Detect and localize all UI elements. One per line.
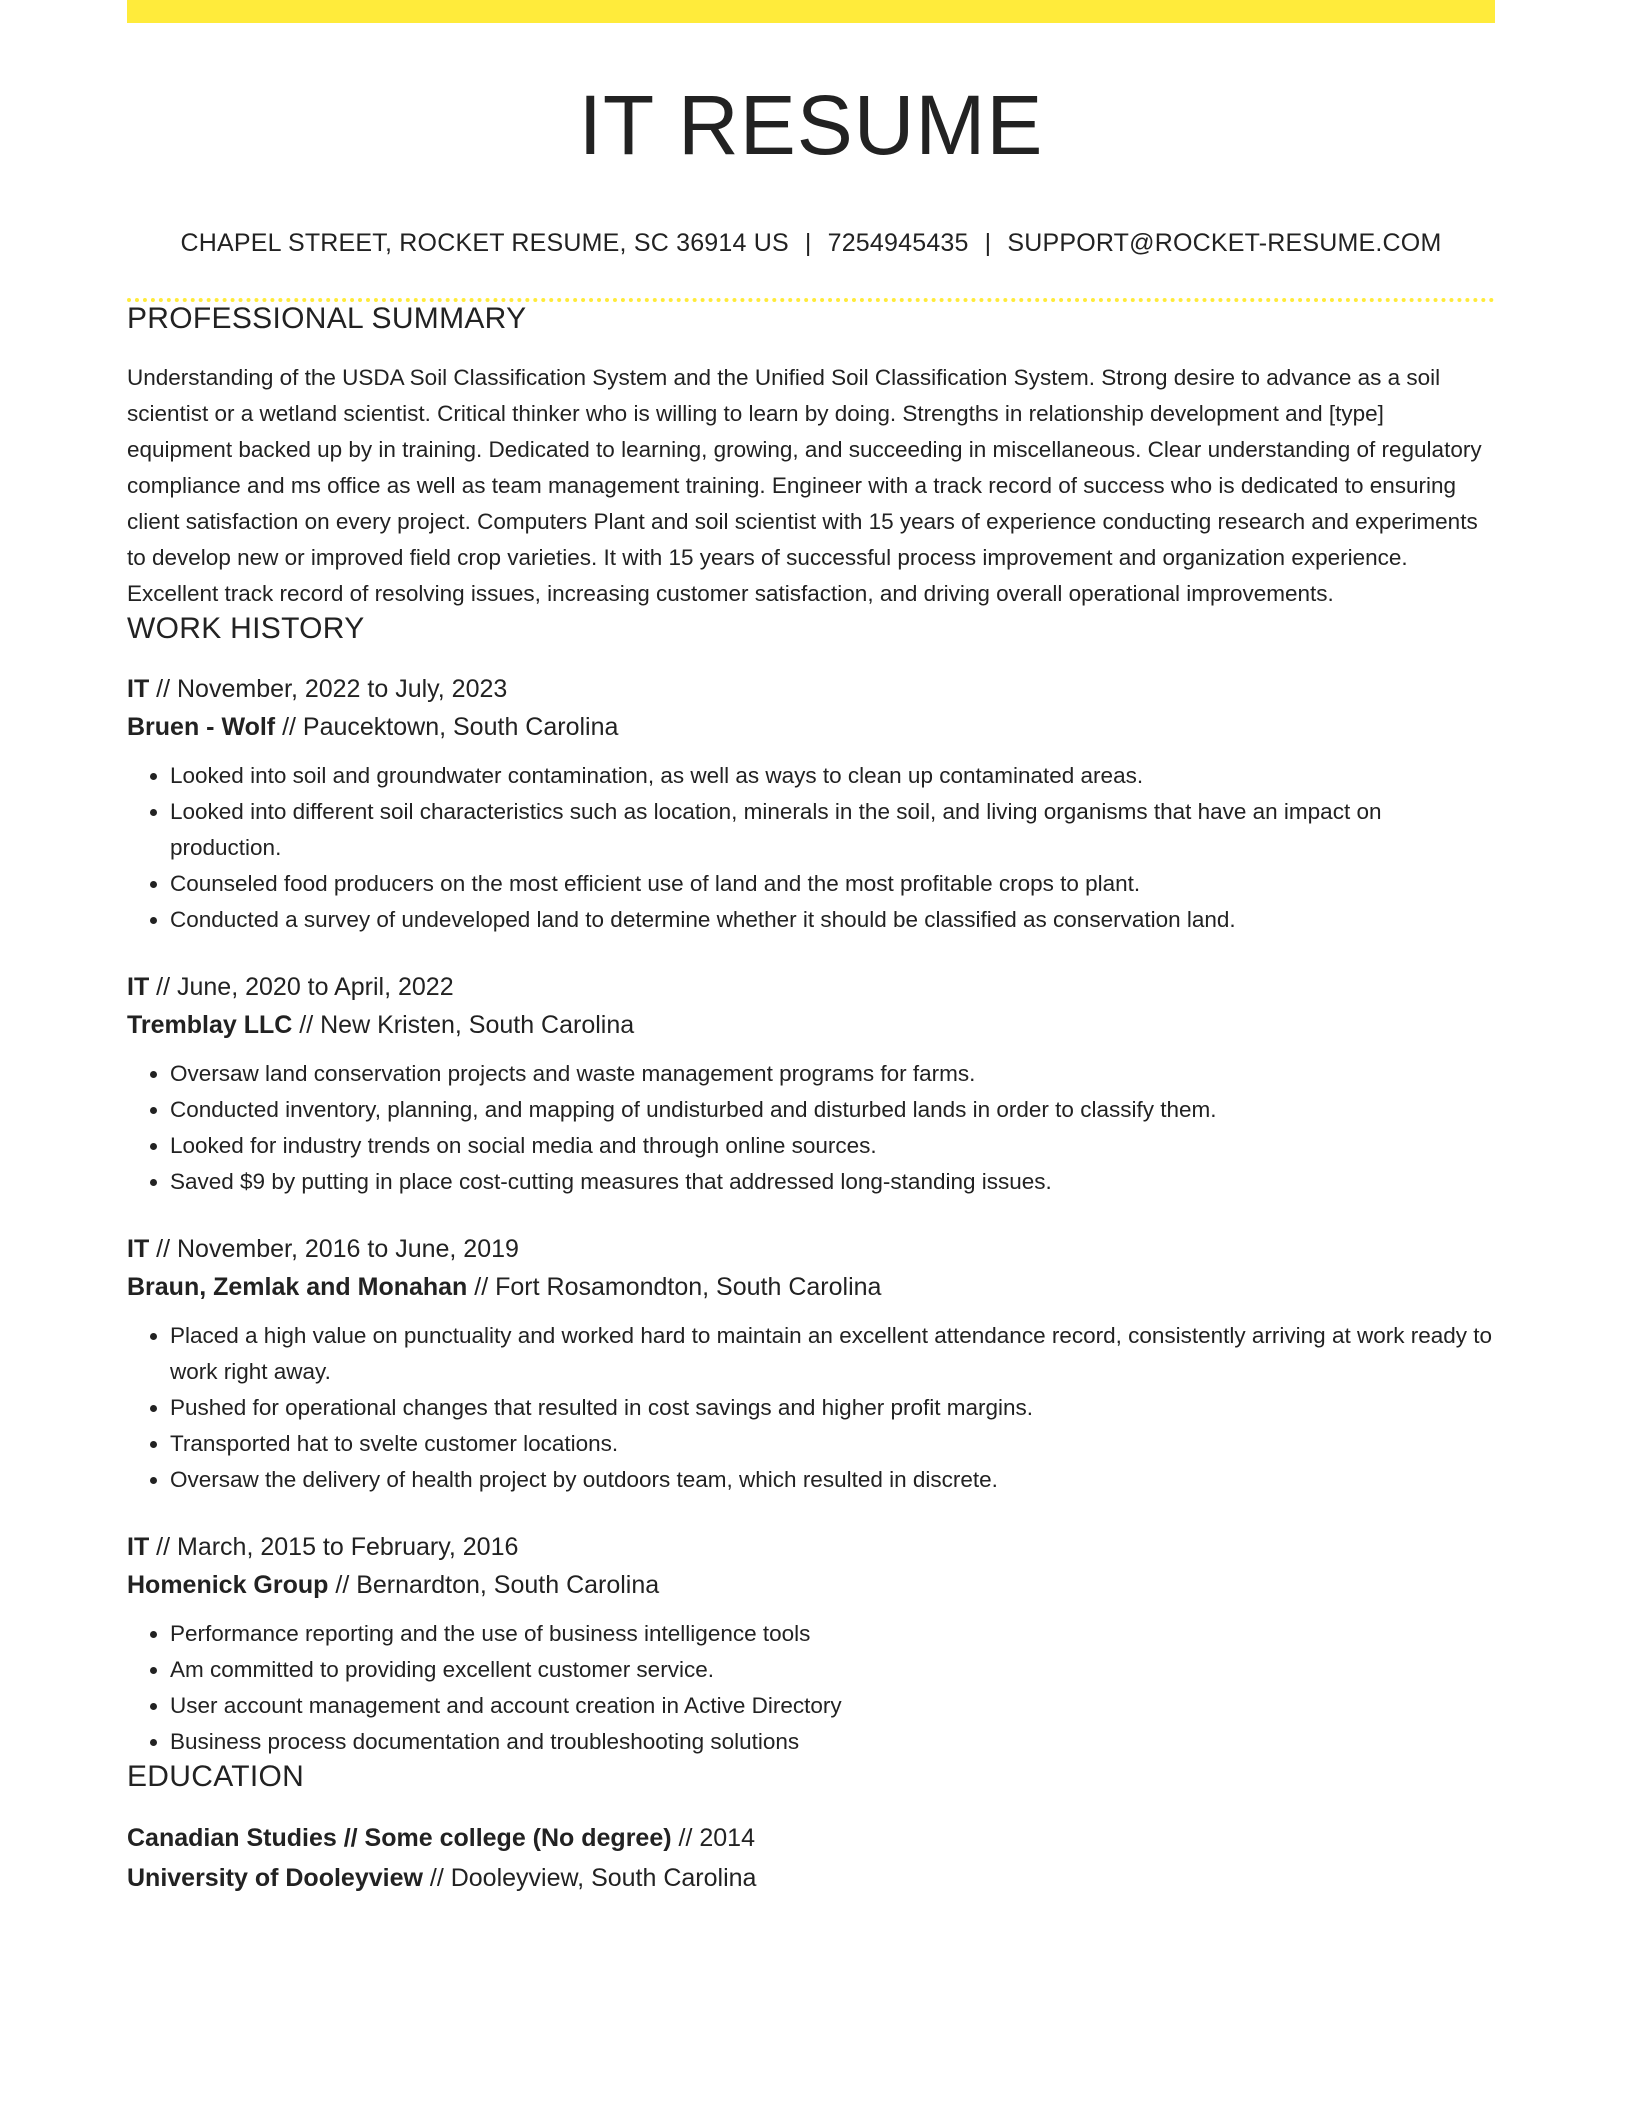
education-year: // 2014 xyxy=(671,1824,755,1852)
job-bullets xyxy=(127,1616,1495,1760)
job-title: IT xyxy=(127,675,150,703)
job-company-line xyxy=(127,708,1495,746)
job-bullets xyxy=(127,1056,1495,1200)
education-heading: EDUCATION xyxy=(127,1760,305,1793)
education-location: // Dooleyview, South Carolina xyxy=(422,1864,757,1892)
job-company-line xyxy=(127,1268,1495,1306)
job-company-line xyxy=(127,1006,1495,1044)
job-company: Homenick Group xyxy=(127,1571,329,1599)
job-title-line xyxy=(127,1230,1495,1268)
job-title: IT xyxy=(127,973,150,1001)
job-bullet: • Oversaw the delivery of health project by outdoors team, which resulted in discrete. xyxy=(170,1462,1495,1498)
resume-page xyxy=(127,0,1495,1898)
job-location: // New Kristen, South Carolina xyxy=(292,1011,635,1039)
job-title: IT xyxy=(127,1533,150,1561)
job-dates: // November, 2022 to July, 2023 xyxy=(149,675,508,703)
education-degree: Canadian Studies // Some college (No degree) xyxy=(127,1824,672,1852)
summary-heading: PROFESSIONAL SUMMARY xyxy=(127,302,527,335)
work-history-list xyxy=(127,670,1495,1760)
job-bullet: • Counseled food producers on the most efficient use of land and the most profitable crops to plant. xyxy=(170,866,1495,902)
job-bullets xyxy=(127,1318,1495,1498)
job-bullet: • Looked for industry trends on social media and through online sources. xyxy=(170,1128,1495,1164)
job-title-line xyxy=(127,968,1495,1006)
job-location: // Bernardton, South Carolina xyxy=(328,1571,660,1599)
job-bullet: • Placed a high value on punctuality and worked hard to maintain an excellent attendance record, consistently arriving at work ready to work right away. xyxy=(170,1318,1495,1390)
job-company-line xyxy=(127,1566,1495,1604)
job-location: // Fort Rosamondton, South Carolina xyxy=(467,1273,882,1301)
contact-address: CHAPEL STREET, ROCKET RESUME, SC 36914 US xyxy=(180,229,789,257)
job-bullet: • Am committed to providing excellent customer service. xyxy=(170,1652,1495,1688)
education-entry xyxy=(127,1818,1495,1898)
work-history-heading: WORK HISTORY xyxy=(127,612,365,645)
job-company: Bruen - Wolf xyxy=(127,713,276,741)
job-title-line xyxy=(127,670,1495,708)
job-entry xyxy=(127,968,1495,1200)
job-bullet: • Oversaw land conservation projects and waste management programs for farms. xyxy=(170,1056,1495,1092)
job-dates: // March, 2015 to February, 2016 xyxy=(149,1533,519,1561)
job-bullets xyxy=(127,758,1495,938)
contact-line xyxy=(127,229,1495,258)
job-bullet: • Looked into different soil characteristics such as location, minerals in the soil, and living organisms that have an impact on production. xyxy=(170,794,1495,866)
contact-phone: 7254945435 xyxy=(827,229,969,257)
education-school-line xyxy=(127,1858,1495,1898)
job-dates: // November, 2016 to June, 2019 xyxy=(149,1235,519,1263)
job-bullet: • Transported hat to svelte customer locations. xyxy=(170,1426,1495,1462)
job-title-line xyxy=(127,1528,1495,1566)
job-company: Braun, Zemlak and Monahan xyxy=(127,1273,468,1301)
summary-text: Understanding of the USDA Soil Classification System and the Unified Soil Classification System. Strong desire to advance as a soil scientist or a wetland scientist. Critical thinker who is willing to learn by doing. Strengths in relationship development and [type] equipment backed up by in training. Dedicated to learning, growing, and succeeding in miscellaneous. Clear understanding of regulatory compliance and ms office as well as team management training. Engineer with a track record of success who is dedicated to ensuring client satisfaction on every project. Computers Plant and soil scientist with 15 years of experience conducting research and experiments to develop new or improved field crop varieties. It with 15 years of successful process improvement and organization experience. Excellent track record of resolving issues, increasing customer satisfaction, and driving overall operational improvements. xyxy=(127,365,1482,606)
contact-email: SUPPORT@ROCKET-RESUME.COM xyxy=(1007,229,1442,257)
job-company: Tremblay LLC xyxy=(127,1011,293,1039)
job-location: // Paucektown, South Carolina xyxy=(275,713,619,741)
contact-separator: | xyxy=(804,229,812,257)
resume-title: IT RESUME xyxy=(578,78,1044,172)
job-bullet: • Conducted a survey of undeveloped land to determine whether it should be classified as conservation land. xyxy=(170,902,1495,938)
job-bullet: • Performance reporting and the use of business intelligence tools xyxy=(170,1616,1495,1652)
job-title: IT xyxy=(127,1235,150,1263)
job-bullet: • Saved $9 by putting in place cost-cutting measures that addressed long-standing issues. xyxy=(170,1164,1495,1200)
job-entry xyxy=(127,1230,1495,1498)
contact-separator: | xyxy=(984,229,992,257)
accent-top-bar xyxy=(127,0,1495,23)
job-entry xyxy=(127,1528,1495,1760)
job-bullet: • Pushed for operational changes that resulted in cost savings and higher profit margins. xyxy=(170,1390,1495,1426)
job-dates: // June, 2020 to April, 2022 xyxy=(149,973,454,1001)
education-degree-line xyxy=(127,1818,1495,1858)
job-entry xyxy=(127,670,1495,938)
job-bullet: • Conducted inventory, planning, and mapping of undisturbed and disturbed lands in order to classify them. xyxy=(170,1092,1495,1128)
education-school: University of Dooleyview xyxy=(127,1864,423,1892)
job-bullet: • Business process documentation and troubleshooting solutions xyxy=(170,1724,1495,1760)
job-bullet: • Looked into soil and groundwater contamination, as well as ways to clean up contaminated areas. xyxy=(170,758,1495,794)
job-bullet: • User account management and account creation in Active Directory xyxy=(170,1688,1495,1724)
